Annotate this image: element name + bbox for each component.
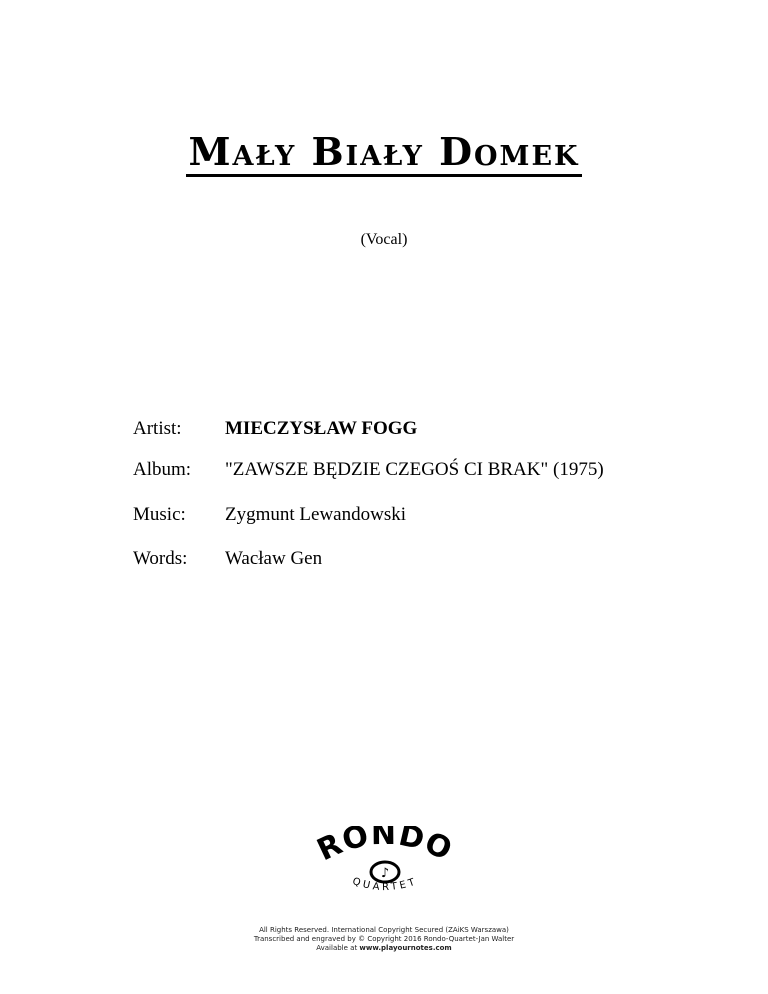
meta-value-words: Wacław Gen: [225, 548, 323, 569]
logo-sub-text: QUARTET: [350, 876, 420, 894]
footer-available-prefix: Available at: [316, 944, 360, 952]
music-note-icon: ♪: [380, 866, 390, 881]
footer-line-rights: All Rights Reserved. International Copyright Secured (ZAiKS Warszawa): [259, 926, 509, 934]
meta-value-album: "ZAWSZE BĘDZIE CZEGOŚ CI BRAK" (1975): [225, 459, 604, 480]
rondo-quartet-logo: [310, 826, 460, 900]
meta-value-artist: MIECZYSŁAW FOGG: [225, 418, 418, 439]
document-title: Mały Biały Domek: [186, 132, 581, 177]
meta-row-words: [133, 548, 322, 570]
meta-label-words: Words:: [133, 548, 188, 569]
meta-row-music: [133, 504, 406, 526]
footer-line-copyright: Transcribed and engraved by © Copyright 2016 Rondo-Quartet-Jan Walter: [253, 935, 515, 943]
footer-website-link[interactable]: www.playournotes.com: [359, 944, 452, 952]
rondo-quartet-logo-graphic: [310, 826, 460, 900]
meta-value-music: Zygmunt Lewandowski: [225, 504, 407, 525]
document-title-wrap: [0, 129, 768, 177]
logo-main-text: RONDO: [311, 826, 458, 869]
meta-label-album: Album:: [133, 459, 192, 480]
meta-label-artist: Artist:: [133, 418, 182, 439]
footer-line-available: [0, 944, 768, 953]
copyright-footer: [0, 926, 768, 953]
meta-row-artist: [133, 418, 417, 440]
meta-row-album: [133, 459, 604, 481]
meta-label-music: Music:: [133, 504, 186, 525]
document-subtitle: (Vocal): [360, 231, 408, 248]
